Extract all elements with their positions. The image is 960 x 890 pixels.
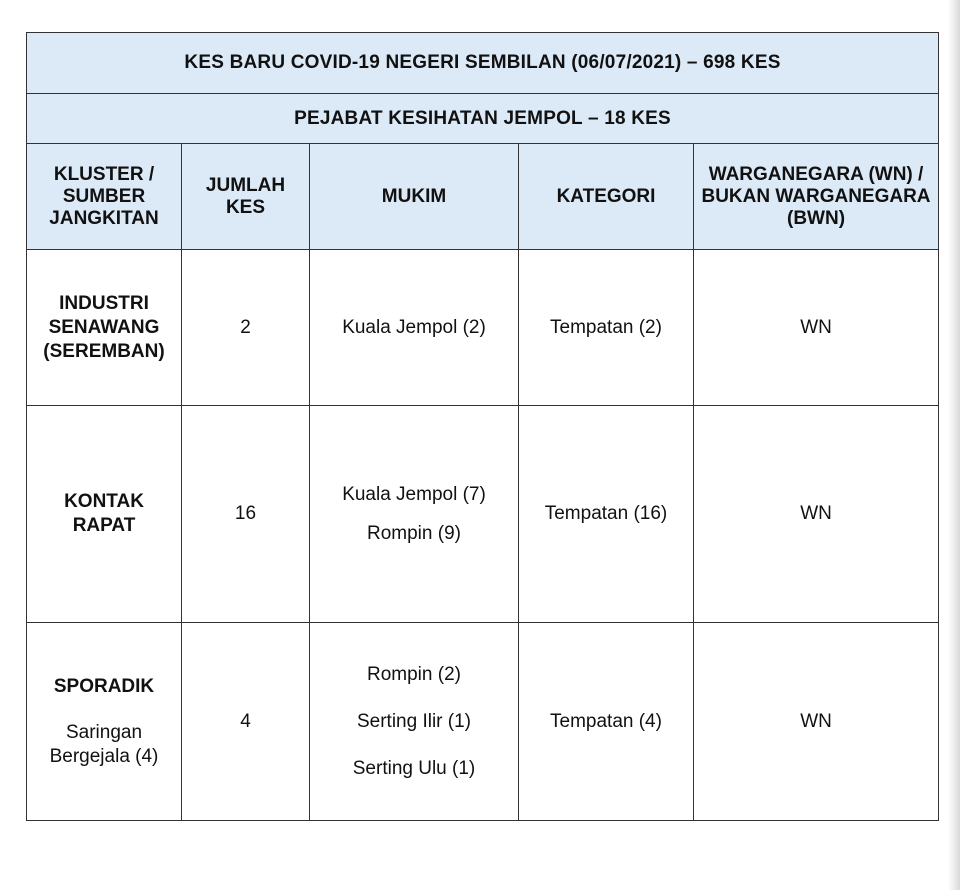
cluster-name: KONTAK RAPAT <box>64 491 144 536</box>
column-header-row <box>27 144 939 250</box>
table-row <box>27 250 939 406</box>
cluster-name: SPORADIK <box>53 675 155 697</box>
header-citizenship: WARGANEGARA (WN) / BUKAN WARGANEGARA (BWN) <box>694 144 939 250</box>
office-row <box>27 94 939 144</box>
category-cell: Tempatan (4) <box>519 623 694 821</box>
cluster-detail: Saringan Bergejala (4) <box>49 721 159 767</box>
table-row <box>27 406 939 623</box>
mukim-item: Kuala Jempol (7) <box>342 483 486 505</box>
table-row <box>27 623 939 821</box>
table-title: KES BARU COVID-19 NEGERI SEMBILAN (06/07/2021) – 698 KES <box>27 33 939 94</box>
header-category: KATEGORI <box>519 144 694 250</box>
mukim-item: Kuala Jempol (2) <box>342 316 486 338</box>
header-count: JUMLAH KES <box>182 144 310 250</box>
citizenship-cell: WN <box>694 406 939 623</box>
citizenship-cell: WN <box>694 250 939 406</box>
mukim-item: Serting Ilir (1) <box>356 710 472 732</box>
cluster-cell <box>27 250 182 406</box>
office-subtitle: PEJABAT KESIHATAN JEMPOL – 18 KES <box>27 94 939 144</box>
citizenship-cell: WN <box>694 623 939 821</box>
covid-cases-table <box>26 32 939 821</box>
cluster-cell <box>27 623 182 821</box>
count-cell: 4 <box>182 623 310 821</box>
title-row <box>27 33 939 94</box>
cluster-name: INDUSTRI SENAWANG (SEREMBAN) <box>43 292 165 362</box>
category-cell: Tempatan (16) <box>519 406 694 623</box>
mukim-cell <box>310 623 519 821</box>
page-edge-shadow <box>948 0 960 890</box>
category-cell: Tempatan (2) <box>519 250 694 406</box>
mukim-item: Rompin (9) <box>367 522 461 544</box>
count-cell: 2 <box>182 250 310 406</box>
mukim-cell <box>310 250 519 406</box>
mukim-item: Rompin (2) <box>367 663 461 685</box>
mukim-item: Serting Ulu (1) <box>352 757 476 779</box>
count-cell: 16 <box>182 406 310 623</box>
cluster-cell <box>27 406 182 623</box>
header-mukim: MUKIM <box>310 144 519 250</box>
header-cluster: KLUSTER / SUMBER JANGKITAN <box>27 144 182 250</box>
mukim-cell <box>310 406 519 623</box>
